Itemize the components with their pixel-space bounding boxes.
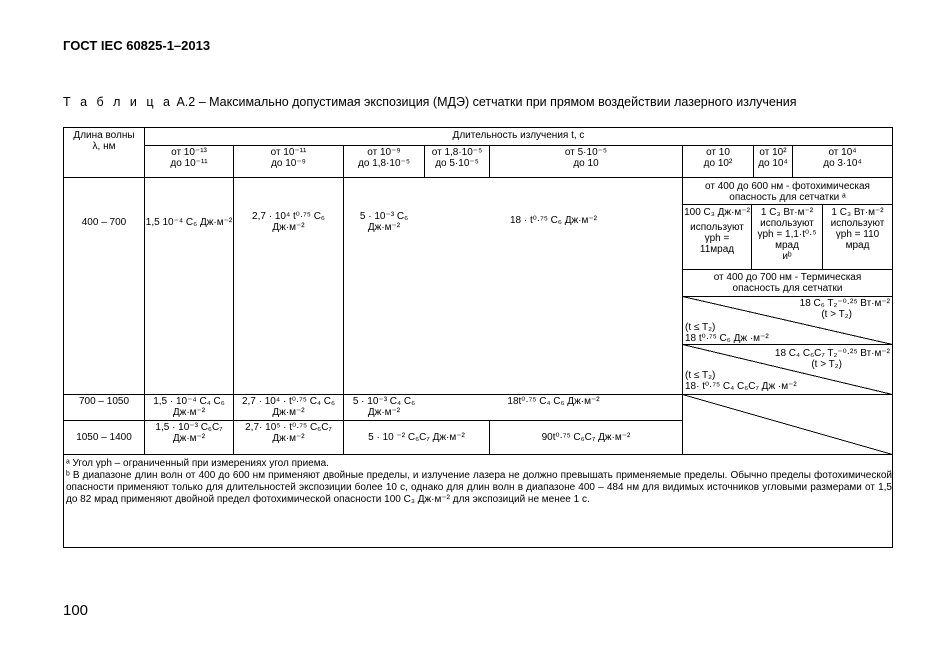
row-1050-wavelength: 1050 – 1400 [76,432,132,443]
row-1050-c3: 5 · 10 ⁻² C₆C₇ Дж·м⁻² [368,432,465,443]
thermal-b-lower: (t ≤ T₂) 18· t⁰·⁷⁵ C₄ C₆C₇ Дж ·м⁻² [685,370,797,392]
page-number: 100 [63,602,89,619]
row-700-wavelength: 700 – 1050 [78,396,130,407]
duration-col-2: от 10⁻¹¹ до 10⁻⁹ [270,147,307,169]
note-b: ᵇ В диапазоне длин волн от 400 до 600 нм применяют двойные пределы, и излучение лазера не должно превышать применяемые пределы. Обычно пределы фотохимической опасности применяют только для длительностей экспозиции более 10 с, однако для длин волн в диапазоне 400 – 484 нм для видимых источников угловыми размерами от 1,5 до 82 мрад применяют двойной предел фотохимической опасности 100 C₃ Дж·м⁻² для экспозиций не менее 1 с. [66,470,892,505]
photochem-title: от 400 до 600 нм - фотохимическая опасность для сетчатки ᵃ [705,181,870,203]
row-400-c3: 5 · 10⁻³ C₆ Дж·м⁻² [359,211,409,233]
duration-col-8: от 10⁴ до 3·10⁴ [823,147,862,169]
row-400-wavelength: 400 – 700 [81,217,127,228]
caption-label: Т а б л и ц а [63,95,173,109]
row-1050-c1: 1,5 · 10⁻³ C₆C₇ Дж·м⁻² [155,422,223,444]
row-400-c2: 2,7 · 10⁴ t⁰·⁷⁵ C₆ Дж·м⁻² [252,211,325,233]
table-notes [66,458,892,506]
wavelength-header: Длина волны λ, нм [73,130,135,152]
duration-col-6: от 10 до 10² [703,147,733,169]
thermal-title: от 400 до 700 нм - Термическая опасность для сетчатки [713,272,862,294]
row-400-c45: 18 · t⁰·⁷⁵ C₆ Дж·м⁻² [510,215,597,226]
thermal-b-upper: 18 C₄ C₆C₇ T₂⁻⁰·²⁵ Вт·м⁻² (t > T₂) [774,348,890,370]
row-700-c45: 18t⁰·⁷⁵ C₄ C₆ Дж·м⁻² [507,396,600,407]
note-a: ᵃ Угол γph – ограниченный при измерениях угол приема. [66,458,329,469]
photochem-cell-3: 1 C₃ Вт·м⁻² используют γph = 110 мрад [830,207,885,251]
row-1050-c45: 90t⁰·⁷⁵ C₆C₇ Дж·м⁻² [541,432,631,443]
photochem-cell-1: 100 C₃ Дж·м⁻² используют γph = 11мрад [684,207,750,255]
duration-col-1: от 10⁻¹³ до 10⁻¹¹ [170,147,208,169]
row-700-c2: 2,7 · 10⁴ · t⁰·⁷⁵ C₄ C₆ Дж·м⁻² [241,396,336,418]
photochem-cell-2: 1 C₃ Вт·м⁻² используют γph = 1,1·t⁰·⁵ мрад иᵇ [757,207,817,262]
row-700-c1: 1,5 · 10⁻⁴ C₄ C₆ Дж·м⁻² [153,396,225,418]
duration-col-7: от 10² до 10⁴ [758,147,788,169]
row-1050-c2: 2,7· 10⁵ · t⁰·⁷⁵ C₆C₇ Дж·м⁻² [245,422,332,444]
thermal-a-lower: (t ≤ T₂) 18 t⁰·⁷⁵ C₆ Дж ·м⁻² [685,322,769,344]
duration-col-5: от 5·10⁻⁵ до 10 [564,147,608,169]
document-header: ГОСТ IEC 60825-1–2013 [63,38,211,53]
duration-col-3: от 10⁻⁹ до 1,8·10⁻⁵ [358,147,410,169]
thermal-a-upper: 18 C₆ T₂⁻⁰·²⁵ Вт·м⁻² (t > T₂) [799,298,890,320]
row-700-c3: 5 · 10⁻³ C₄ C₆ Дж·м⁻² [352,396,416,418]
duration-header: Длительность излучения t, с [452,130,585,141]
row-400-c1: 1,5 10⁻⁴ C₆ Дж·м⁻² [145,217,233,228]
duration-col-4: от 1,8·10⁻⁵ до 5·10⁻⁵ [431,147,483,169]
caption-text: А.2 – Максимально допустимая экспозиция (МДЭ) сетчатки при прямом воздействии лазерного излучения [172,95,797,109]
